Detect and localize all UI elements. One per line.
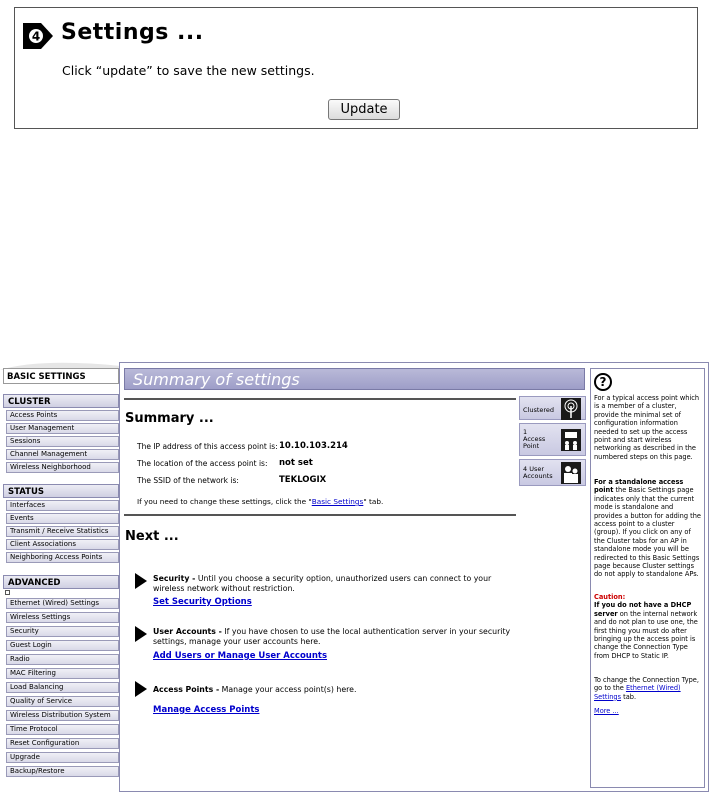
- update-settings-panel: [14, 7, 698, 129]
- access-point-icon: [561, 429, 581, 451]
- help-paragraph-4: [594, 676, 702, 701]
- help-paragraph-1: For a typical access point which is a member of a cluster, provide the minimal set of configuration information needed to set up the access point and start wireless networking as described in the numbered steps on this page.: [594, 394, 700, 461]
- change-prefix: If you need to change these settings, click the ": [137, 497, 312, 506]
- access-point-count[interactable]: [519, 423, 586, 456]
- location-value: not set: [279, 458, 313, 468]
- clustered-status: [519, 396, 586, 420]
- sidebar-item-radio[interactable]: Radio: [6, 654, 119, 665]
- security-arrow-icon: [135, 573, 147, 589]
- ip-label: The IP address of this access point is:: [137, 442, 278, 451]
- ethernet-settings-link[interactable]: Ethernet (Wired) Settings: [594, 684, 681, 701]
- help-connection-suffix: tab.: [621, 692, 637, 701]
- sidebar-item-backup-restore[interactable]: Backup/Restore: [6, 766, 119, 777]
- set-security-options-link[interactable]: Set Security Options: [153, 597, 252, 607]
- help-standalone-heading: For a standalone access point: [594, 478, 684, 495]
- sidebar-item-client-associations[interactable]: Client Associations: [6, 539, 119, 550]
- access-points-heading: Access Points -: [153, 685, 220, 694]
- help-connection-text: To change the Connection Type, go to the: [594, 676, 699, 693]
- clustered-label: Clustered: [523, 406, 555, 414]
- access-points-description: [153, 685, 513, 695]
- user-accounts-heading: User Accounts -: [153, 627, 222, 636]
- user-label: Accounts: [523, 472, 553, 480]
- collapse-icon[interactable]: [5, 590, 10, 595]
- manage-access-points-link[interactable]: Manage Access Points: [153, 705, 260, 715]
- help-standalone-text: the Basic Settings page indicates only that the current mode is standalone and provides a button for adding the access point to a cluster (group). If you click on any of the Cluster tabs for an AP in standalone mode you will be redirected to this Basic Settings page because Cluster settings do not apply to standalone APs.: [594, 486, 701, 579]
- sidebar-item-guest-login[interactable]: Guest Login: [6, 640, 119, 651]
- access-points-text: Manage your access point(s) here.: [219, 685, 357, 694]
- settings-subtitle: Click “update” to save the new settings.: [62, 63, 315, 78]
- sidebar-item-quality-of-service[interactable]: Quality of Service: [6, 696, 119, 707]
- step-number: 4: [31, 29, 41, 44]
- user-accounts-count[interactable]: [519, 459, 586, 486]
- step-4-arrow-icon: [23, 23, 53, 49]
- ssid-label: The SSID of the network is:: [137, 476, 239, 485]
- basic-settings-link[interactable]: Basic Settings: [311, 497, 364, 506]
- sidebar-item-wireless-distribution-system[interactable]: Wireless Distribution System: [6, 710, 119, 721]
- manage-user-accounts-link[interactable]: Add Users or Manage User Accounts: [153, 651, 328, 661]
- sidebar-item-transmit-receive-statistics[interactable]: Transmit / Receive Statistics: [6, 526, 119, 537]
- help-paragraph-2: [594, 478, 702, 579]
- tab-basic-settings[interactable]: BASIC SETTINGS: [3, 368, 119, 384]
- sidebar-item-load-balancing[interactable]: Load Balancing: [6, 682, 119, 693]
- ssid-value: TEKLOGIX: [279, 475, 327, 485]
- divider: [124, 398, 516, 400]
- sidebar-item-mac-filtering[interactable]: MAC Filtering: [6, 668, 119, 679]
- ap-count: 1: [523, 428, 528, 436]
- help-more: [594, 707, 702, 715]
- sidebar-item-user-management[interactable]: User Management: [6, 423, 119, 434]
- more-link[interactable]: More ...: [594, 707, 619, 715]
- security-description: [153, 574, 513, 594]
- user-count: 4 User: [523, 465, 545, 473]
- wireless-tower-icon: [561, 398, 581, 420]
- security-heading: Security -: [153, 574, 196, 583]
- settings-title: Settings ...: [61, 20, 204, 45]
- access-points-arrow-icon: [135, 681, 147, 697]
- summary-title: Summary ...: [125, 411, 214, 426]
- users-icon: [561, 462, 581, 484]
- sidebar-item-channel-management[interactable]: Channel Management: [6, 449, 119, 460]
- divider: [124, 514, 516, 516]
- sidebar-item-ethernet-settings[interactable]: Ethernet (Wired) Settings: [6, 598, 119, 609]
- sidebar-item-wireless-settings[interactable]: Wireless Settings: [6, 612, 119, 623]
- security-text: Until you choose a security option, unauthorized users can connect to your wireless network without restriction.: [153, 574, 492, 593]
- cluster-header: CLUSTER: [3, 394, 119, 408]
- next-title: Next ...: [125, 529, 179, 544]
- sidebar-item-access-points[interactable]: Access Points: [6, 410, 119, 421]
- sidebar-item-time-protocol[interactable]: Time Protocol: [6, 724, 119, 735]
- help-dhcp-text: on the internal network and do not plan to use one, the first thing you must do after bringing up the access point is change the Connection Type from DHCP to Static IP.: [594, 609, 698, 660]
- location-label: The location of the access point is:: [137, 459, 268, 468]
- status-header: STATUS: [3, 484, 119, 498]
- user-accounts-arrow-icon: [135, 626, 147, 642]
- advanced-header: ADVANCED: [3, 575, 119, 589]
- caution-label: Caution:: [594, 593, 626, 601]
- sidebar-item-events[interactable]: Events: [6, 513, 119, 524]
- sidebar-item-neighboring-access-points[interactable]: Neighboring Access Points: [6, 552, 119, 563]
- sidebar-nav: [0, 362, 121, 780]
- sidebar-item-upgrade[interactable]: Upgrade: [6, 752, 119, 763]
- update-button[interactable]: Update: [328, 99, 400, 120]
- sidebar-item-security[interactable]: Security: [6, 626, 119, 637]
- sidebar-item-reset-configuration[interactable]: Reset Configuration: [6, 738, 119, 749]
- sidebar-item-sessions[interactable]: Sessions: [6, 436, 119, 447]
- question-icon[interactable]: ?: [594, 373, 612, 391]
- ip-value: 10.10.103.214: [279, 441, 348, 451]
- change-suffix: " tab.: [363, 497, 384, 506]
- user-accounts-text: If you have chosen to use the local authentication server in your security settings, manage your user accounts here.: [153, 627, 511, 646]
- sidebar-item-interfaces[interactable]: Interfaces: [6, 500, 119, 511]
- user-accounts-description: [153, 627, 513, 647]
- help-paragraph-3: [594, 593, 702, 660]
- sidebar-item-wireless-neighborhood[interactable]: Wireless Neighborhood: [6, 462, 119, 473]
- ap-label: Access Point: [523, 435, 546, 450]
- help-dhcp-heading: If you do not have a DHCP server: [594, 601, 692, 618]
- change-settings-note: [137, 497, 383, 506]
- summary-banner: Summary of settings: [124, 368, 585, 390]
